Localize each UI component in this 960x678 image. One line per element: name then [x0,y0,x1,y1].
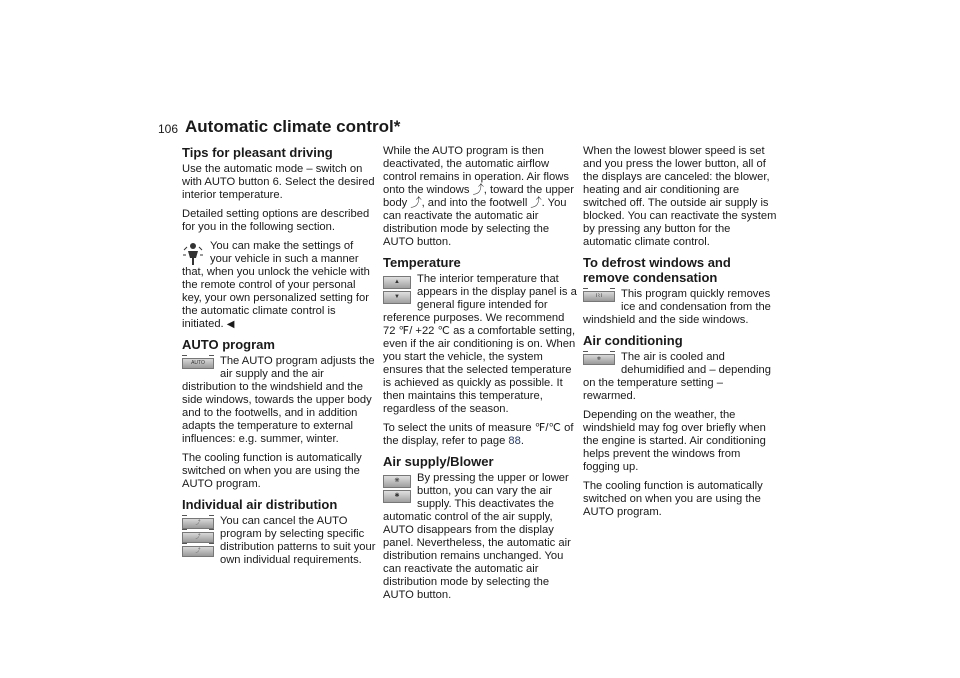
auto-button-figure [182,358,214,372]
airflow-text-a: While the AUTO program is then deactivated, the automatic airflow control remains in operation. Air flows onto the windows [383,145,569,196]
auto-program-heading: AUTO program [182,337,275,352]
footwell-flow-icon: ⤴ [530,197,542,209]
air-flow-icon: ⤴ [195,534,201,540]
triangle-up-icon: ▲ [394,279,400,285]
personal-profile-icon [182,242,204,266]
fan-icon: ❋ [394,478,400,484]
temperature-buttons-figure [383,276,411,306]
auto-program-paragraph-1: The AUTO program adjusts the air supply and the air distribution to the windshield and the side windows, towards the upper body and to the footwells, and in addition adapts the temperature to external influences: e.g. summer, winter. [182,355,375,445]
tips-heading: Tips for pleasant driving [182,145,333,160]
page-title: Automatic climate control* [185,117,401,136]
upper-body-flow-icon: ⤴ [410,197,422,209]
auto-program-paragraph-2: The cooling function is automatically switched on when you are using the AUTO program. [182,452,362,490]
defrost-button-figure [583,291,615,305]
ac-paragraph-1: The air is cooled and dehumidified and – depending on the temperature setting – rewarmed. [583,351,771,402]
defrost-heading: To defrost windows and remove condensation [583,255,731,285]
air-flow-icon: ⤴ [195,520,201,526]
tips-note [182,240,377,331]
air-flow-icon: ⤴ [195,548,201,554]
ac-button-figure [583,354,615,368]
air-supply-heading: Air supply/Blower [383,454,494,469]
windows-flow-icon: ⤴ [472,184,484,196]
ac-heading: Air conditioning [583,333,683,348]
airflow-text-c: , and into the footwell [421,197,528,209]
defrost-button-illustration [583,291,615,302]
temperature-paragraph-1: The interior temperature that appears in the display panel is a general figure intended for reference purposes. We recommend 72 ℉/ +22 ℃ as a comfortable setting, even if the air conditioning is on. When you start the vehicle, the system ensures that the selected temperature is achieved as quickly as possible. It then maintains this temperature, regardless of the season. [383,273,577,415]
tips-paragraph-1: Use the automatic mode – switch on with AUTO button 6. Select the desired interior temperature. [182,163,375,201]
temperature-down-button [383,291,411,304]
temperature-units-text: To select the units of measure ℉/℃ of the display, refer to page [383,422,574,447]
triangle-down-icon: ▼ [394,294,400,300]
windows-distribution-button [182,518,214,529]
auto-button-label: AUTO [191,360,205,366]
airflow-text-d: . You can reactivate the automatic air distribution mode by selecting the AUTO button. [383,197,567,248]
ac-paragraph-2: Depending on the weather, the windshield may fog over briefly when the engine is started. Air conditioning helps prevent the windows from fogging up. [583,409,766,473]
column-2 [383,145,578,608]
defrost-icon: ⌇⌇⌇ [595,293,603,299]
temperature-units-end: . [520,435,524,447]
distribution-buttons-figure [182,518,214,560]
column-3 [583,145,778,525]
page-number: 106 [158,122,179,136]
blower-up-button [383,475,411,488]
air-supply-paragraph-2: When the lowest blower speed is set and you press the lower button, all of the displays are canceled: the blower, heating and air conditioning are switched off. The outside air supply is blocked. You can reactivate the system by pressing any button for the automatic climate control. [583,145,777,248]
snowflake-icon: ❄ [596,356,602,362]
defrost-paragraph-1: This program quickly removes ice and condensation from the windshield and the side windows. [583,288,771,326]
individual-paragraph-1: You can cancel the AUTO program by selecting specific distribution patterns to suit your own individual requirements. [220,515,376,566]
tips-paragraph-2: Detailed setting options are described for you in the following section. [182,208,370,233]
temperature-up-button [383,276,411,289]
ac-paragraph-3: The cooling function is automatically switched on when you are using the AUTO program. [583,480,763,518]
fan-small-icon: ✱ [394,493,400,499]
temperature-paragraph-2 [383,422,578,448]
footwell-distribution-button [182,546,214,557]
blower-down-button [383,490,411,503]
individual-heading: Individual air distribution [182,497,338,512]
upper-body-distribution-button [182,532,214,543]
end-mark-icon: ◀ [226,319,235,330]
page-reference-link[interactable]: 88 [508,435,521,447]
airflow-paragraph [383,145,578,249]
ac-button-illustration [583,354,615,365]
air-supply-paragraph-1: By pressing the upper or lower button, you can vary the air supply. This deactivates the automatic control of the air supply, AUTO disappears from the display panel. Nevertheless, the automatic air distribution remains unchanged. You can reactivate the automatic air distribution mode by selecting the AUTO button. [383,472,571,601]
blower-buttons-figure [383,475,411,505]
airflow-text-b: , toward the upper body [383,184,574,209]
temperature-heading: Temperature [383,255,461,270]
auto-button-illustration [182,358,214,369]
column-1 [182,145,377,573]
tips-note-text: You can make the settings of your vehicle in such a manner that, when you unlock the vehicle with the remote control of your personal key, your own personalized setting for the automatic climate control is initiated. [182,240,370,330]
